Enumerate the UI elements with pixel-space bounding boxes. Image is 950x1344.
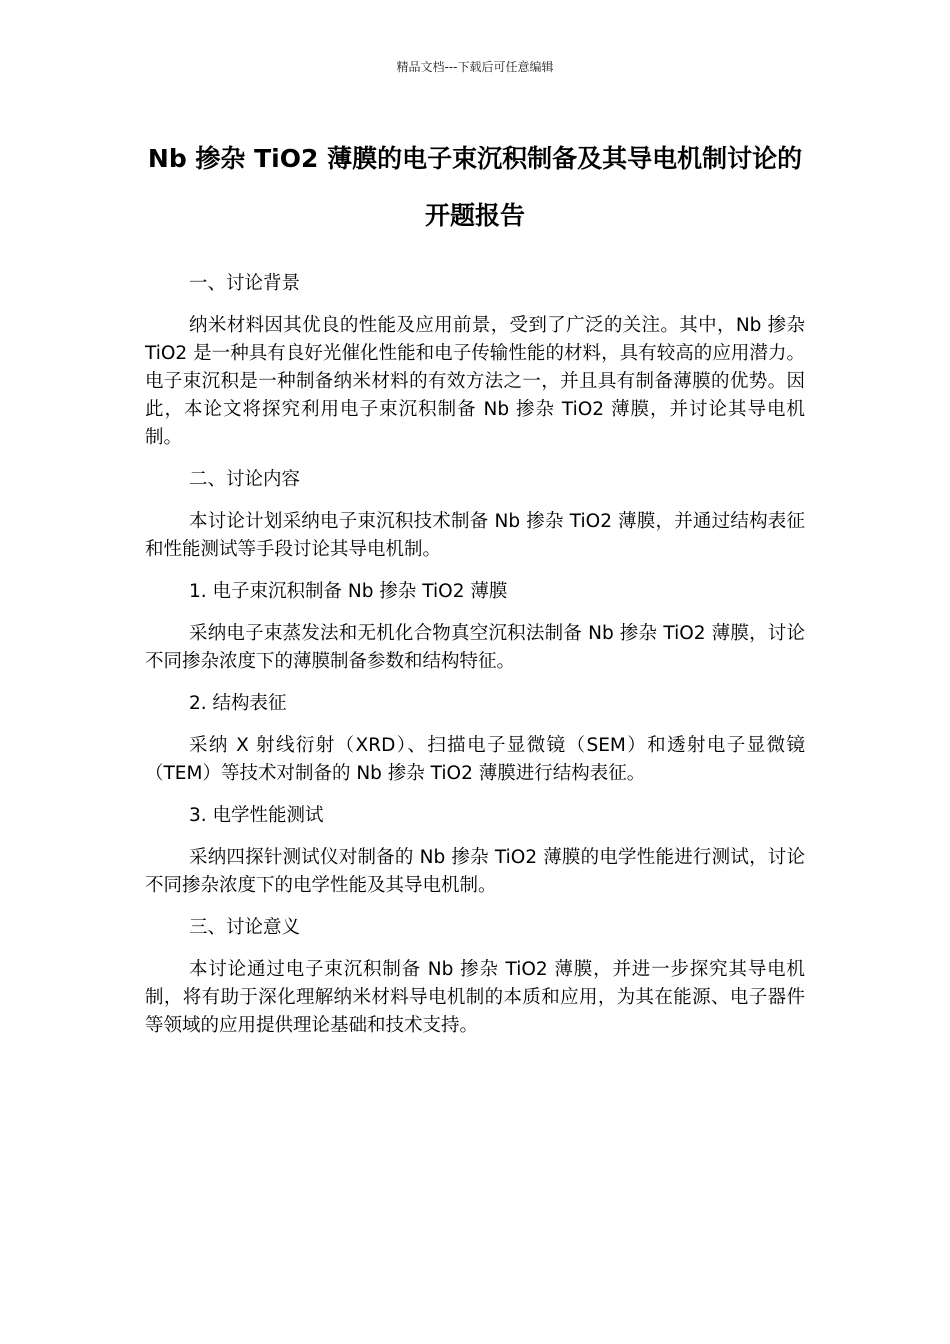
document-title: Nb 掺杂 TiO2 薄膜的电子束沉积制备及其导电机制讨论的开题报告 — [147, 144, 803, 230]
section-heading-background: 一、讨论背景 — [189, 273, 301, 294]
section-heading-content: 二、讨论内容 — [189, 469, 301, 490]
paragraph-significance: 本讨论通过电子束沉积制备 Nb 掺杂 TiO2 薄膜，并进一步探究其导电机制，将有助于深化理解纳米材料导电机制的本质和应用，为其在能源、电子器件等领域的应用提供理论基础和技术支持。 — [145, 959, 805, 1036]
paragraph-content-intro: 本讨论计划采纳电子束沉积技术制备 Nb 掺杂 TiO2 薄膜，并通过结构表征和性能测试等手段讨论其导电机制。 — [145, 511, 805, 560]
subheading-deposition: 1. 电子束沉积制备 Nb 掺杂 TiO2 薄膜 — [189, 581, 508, 602]
page-header: 精品文档---下载后可任意编辑 — [396, 60, 554, 74]
subheading-characterization: 2. 结构表征 — [189, 693, 287, 714]
document-body — [145, 270, 805, 1054]
section-heading-significance: 三、讨论意义 — [189, 917, 301, 938]
subheading-electrical-testing: 3. 电学性能测试 — [189, 805, 324, 826]
paragraph-deposition: 采纳电子束蒸发法和无机化合物真空沉积法制备 Nb 掺杂 TiO2 薄膜，讨论不同掺杂浓度下的薄膜制备参数和结构特征。 — [145, 623, 805, 672]
paragraph-characterization: 采纳 X 射线衍射（XRD）、扫描电子显微镜（SEM）和透射电子显微镜（TEM）等技术对制备的 Nb 掺杂 TiO2 薄膜进行结构表征。 — [145, 735, 805, 784]
paragraph-electrical-testing: 采纳四探针测试仪对制备的 Nb 掺杂 TiO2 薄膜的电学性能进行测试，讨论不同掺杂浓度下的电学性能及其导电机制。 — [145, 847, 805, 896]
paragraph-background: 纳米材料因其优良的性能及应用前景，受到了广泛的关注。其中，Nb 掺杂 TiO2 是一种具有良好光催化性能和电子传输性能的材料，具有较高的应用潜力。电子束沉积是一种制备纳米材料的有效方法之一，并且具有制备薄膜的优势。因此，本论文将探究利用电子束沉积制备 Nb 掺杂 TiO2 薄膜，并讨论其导电机制。 — [145, 315, 805, 448]
